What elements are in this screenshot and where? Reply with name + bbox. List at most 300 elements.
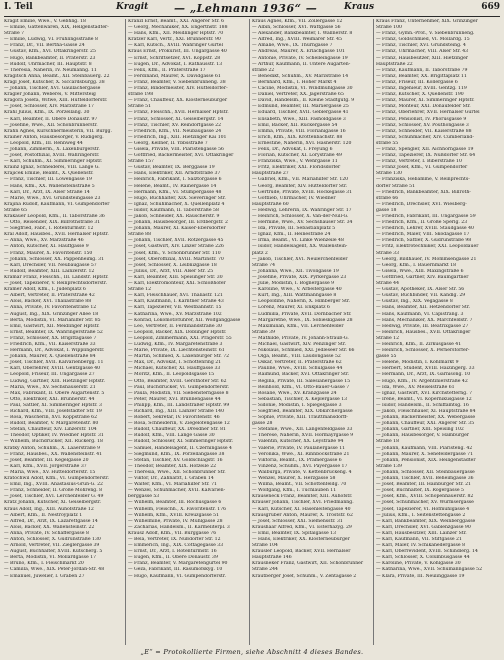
directory-entry-line: Kraus Agnes, Kfm., VII. Zollergasse 12 bbox=[252, 19, 343, 24]
directory-entry-line: — Alexander, Bankbeamter, I. Wallnerstr. 8 bbox=[252, 31, 353, 37]
directory-entry-line: — Josef, Oberoffizial, XVIII. Martinstr. 70 bbox=[128, 256, 224, 262]
directory-entry-line: Kranzl Ernst, Beamt., XXI. Angerer Str. 6 bbox=[128, 19, 225, 24]
directory-entry-line: Krauseneck Franz, Beamter, XIII. Auhofstr. bbox=[252, 494, 353, 500]
page-number: 669 bbox=[481, 2, 500, 12]
directory-entry-line: — Ignaz, Schuhmacher, X. Quellenplatz 4 bbox=[128, 201, 225, 207]
directory-entry-line: Straße 157 bbox=[128, 159, 154, 165]
directory-entry-line: — Wolfgang, Kfm., I. Tuchlauben 11 bbox=[252, 488, 337, 494]
directory-entry-line: — Theodor, Optiker, IV. Wiedner Hptstr. 31 bbox=[4, 433, 104, 439]
directory-entry-line: — Jakob, Tischler, XVI. Neulerchenfelder bbox=[252, 256, 348, 262]
page-header bbox=[4, 2, 500, 16]
page-footer: „E“ = Protokollierte Firmen, siehe Abschnitt 4 dieses Bandes. bbox=[140, 648, 364, 656]
directory-entry-line: — Stefan, Chauffeur, XIV. Linzerstr. 104 bbox=[4, 427, 97, 433]
directory-entry-line: — Richard, Ing., XIII. Lainzer Straße 140 bbox=[128, 409, 224, 414]
directory-entry-line: — Hans, Elektriker, XX. Klosterneuburger bbox=[252, 536, 350, 542]
directory-entry-line: — Karl, Kaufmann, I. Kärntner Straße 43 bbox=[128, 299, 224, 305]
directory-entry-line: — Ludwig, Gärtner, XIII. Hietzinger Hptstr. bbox=[4, 378, 105, 384]
directory-entry-line: — Ernst, Beamter, IX. Währingerstraße 52 bbox=[4, 329, 103, 335]
directory-entry-line: — Max, Fabrikant, II. Obere Augartenstr. 5 bbox=[4, 390, 105, 396]
directory-entry-line: — Theodor, Beamter, XIX. Hofzeile 22 bbox=[128, 463, 217, 469]
directory-entry-line: — Leopold, Zimmermann, XXI. Pragerstr. 55 bbox=[128, 335, 232, 341]
directory-entry-line: — Nikolaus, Schmied, XXI. Jedleseer Str. 66 bbox=[252, 348, 355, 354]
directory-entry-line: — Franz, Hausbesitzer, XIII. Hietzinger bbox=[376, 55, 468, 61]
directory-entry-line: — Bruno, Kfm., I. Fleischmarkt 20 bbox=[4, 561, 84, 567]
directory-entry-line: — Johann, Kaufmann, VIII. Piaristeng. 42 bbox=[376, 445, 473, 451]
directory-entry-line: — Otto, Beamter, XVIII. Gersthofer Str. 62 bbox=[128, 378, 227, 384]
directory-entry-line: — Gottfried, Bäckermeister, XVI. Ottakringer bbox=[128, 153, 234, 159]
directory-entry-line: Kratzer Karl, Vertr., XXI. Brünnerstr. 90 bbox=[128, 37, 221, 43]
directory-entry-line: — Emil, Gastwirt, XII. Meidlinger Hptstr. bbox=[4, 323, 100, 329]
directory-entry-line: — Heinrich, Hausbes., XVII. Ottakringer bbox=[376, 329, 471, 335]
directory-entry-line: — Johanna, Wwe., XII. Tivoligasse 19 bbox=[252, 268, 339, 274]
directory-entry-line: — Friedrich, Ing., XIII. Hietzinger Kai 101 bbox=[128, 134, 227, 140]
directory-entry-line: — Karl, Kfm., XVII. Jörgerstraße 37 bbox=[4, 463, 87, 469]
directory-entry-line: straße 66 bbox=[376, 195, 399, 201]
directory-entry-line: — Josef, Kfm., XVIII. Schopenhauerstr. 82 bbox=[376, 494, 474, 500]
left-guide-word: Kragit bbox=[116, 2, 149, 12]
directory-entry-line: — Sophie, Private, XIII. Trauttmansdorff- bbox=[252, 415, 348, 421]
directory-entry-line: — Hugo, Kfm., IV. Argentinierstraße 42 bbox=[376, 378, 468, 384]
directory-entry-line: — Heinrich, Fabrikant, I. Salztorgasse 6 bbox=[128, 177, 222, 183]
directory-entry-line: — Georg, Mechaniker, XX. Engerthstr. 188 bbox=[128, 25, 228, 31]
directory-entry-line: — Josef, Postoffizial, XVIII. Währingerstr. bbox=[4, 153, 100, 159]
directory-entry-line: — Johann, Hausbesorger, III. Erdbergstr. 2 bbox=[128, 220, 228, 226]
directory-entry-line: — Arthur, Kaufmann, II. Untere Augarten- bbox=[252, 61, 351, 67]
directory-entry-line: — Josef, Tapezierer, V. Reinprechtsdorferstr. bbox=[4, 281, 107, 287]
directory-entry-line: — Gustav, Beamter, IX. Berggasse 19 bbox=[128, 165, 215, 171]
directory-entry-line: — Heinrich, Schlosser, X. Pernerstorfer- bbox=[376, 348, 470, 354]
directory-entry-line: — Franz, Kaufmann, II. Taborstraße 79 bbox=[376, 67, 468, 73]
directory-entry-line: — Anton, Kutscher, XI. Hauffgasse 9 bbox=[4, 244, 89, 250]
directory-entry-line: Kral Adolf, Hausbes., XVII. Hernalser Hptstr. bbox=[4, 232, 109, 238]
directory-entry-line: — Ernst, Schriftsetzer, XVI. Koppstr. 28 bbox=[128, 55, 221, 61]
directory-entry-line: — Karl, Kutscher, XI. Hasenleitengasse 40 bbox=[252, 506, 351, 512]
directory-entry-line: — Karl, Dr., Arzt, IX. Alser Straße 14 bbox=[4, 189, 90, 195]
directory-entry-line: — Siegfried, Fabr., I. Rotenturmstr. 12 bbox=[4, 226, 94, 232]
directory-entry-line: — Karl, Beamter, XIII. Speisinger Str. 30 bbox=[128, 274, 223, 280]
directory-entry-line: — Johann, Pensionist, XIX. Heiligenstädter bbox=[376, 457, 476, 463]
directory-entry-line: — Ignaz, Gastwirt, XVI. Kirchstetterng. 7 bbox=[376, 390, 473, 396]
directory-entry-line: — Camilla, Wwe., XIX. Peter-Jordan-Str. 48 bbox=[4, 567, 105, 573]
directory-entry-line: — Leopold, Kfm., III. Rennweg 44 bbox=[4, 140, 83, 146]
directory-entry-line: — Emil, Bäcker, XII. Ruckergasse 54 bbox=[252, 122, 338, 128]
directory-entry-line: — Franz, Bindermeister, XIV. Hütteldorfer- bbox=[128, 86, 228, 92]
directory-entry-line: Straße 12 bbox=[376, 335, 400, 341]
directory-entry-line: — Erich, Kfm., XIX. Krottenbachstr. 88 bbox=[252, 134, 343, 140]
directory-entry-line: — Franz, Oberlehrer, XVII. Hernalser Gürtel bbox=[376, 110, 480, 116]
directory-entry-line: — Gottlieb, Uhrmacher, IV. Wiedner bbox=[252, 195, 336, 201]
directory-entry-line: — Leopold, Friseur, III. Ungargasse 27 bbox=[4, 372, 95, 378]
directory-entry-line: — Franz, Pensionist, IV. Phorusgasse 9 bbox=[376, 116, 467, 122]
directory-entry-line: — Josef, Tischler, XVII. Kalvarienbergg. 11 bbox=[4, 360, 104, 366]
directory-entry-line: — Karl, Beamter, II. Obere Donaustr. 97 bbox=[4, 116, 98, 122]
directory-entry-line: — Emil, Ing., XVIII. Anastasius-Grün-G. 22 bbox=[4, 482, 103, 488]
directory-entry-line: — Franz, Maurer, X. Favoritenstr. 150 bbox=[4, 250, 93, 256]
directory-entry-line: — Felix, Dr., Advokat, I. Freyung 6 bbox=[252, 146, 333, 152]
directory-entry-line: — Josef, Beamter, III. Hainburger Str. 21 bbox=[376, 482, 471, 488]
directory-entry-line: — Franz Josef, Kfm., VI. Gumpendorfer bbox=[376, 165, 468, 171]
header-rule bbox=[4, 16, 500, 17]
directory-entry-line: — Therese, Näherin, XVII. Hormayrgasse 9 bbox=[252, 433, 354, 439]
directory-entry-line: — Georg, Kellner, II. Ybbsstraße 7 bbox=[128, 140, 208, 146]
directory-entry-line: — Rudolf, Uhrmacher, III. Hauptstr. 8 bbox=[4, 61, 92, 67]
directory-entry-line: — Klara, Private, III. Neulinggasse 19 bbox=[376, 573, 465, 579]
directory-entry-line: — Franz, Beamter, XX. Brigittaplatz 11 bbox=[376, 73, 467, 79]
directory-entry-line: — Rudolf, Beamter, XIII. Lainzerstr. 12 bbox=[4, 268, 95, 274]
directory-entry-line: — Franz, Tischler, XV. Reindorfgasse 22 bbox=[128, 122, 222, 128]
directory-entry-line: — Karoline, Wwe., V. Arbeitergasse 40 bbox=[252, 287, 342, 293]
directory-entry-line: — Elisabeth, Wwe., XIII. Fasholdgasse 3 bbox=[252, 116, 346, 122]
directory-entry-line: — Franz, Chauffeur, XX. Klosterneuburger bbox=[128, 98, 228, 104]
directory-entry-line: — Friedrich, Kfm., II. Große Sperlg. 23 bbox=[376, 220, 468, 226]
directory-entry-line: — Friedrich, Drechsler, XVI. Wiesberg- bbox=[376, 201, 467, 207]
directory-entry-line: Kratky Anton, Schuhm., X. Laaerstraße 9 bbox=[4, 445, 101, 451]
directory-entry-line: — Maximilian, Kfm., VII. Lerchenfelder bbox=[252, 323, 344, 329]
directory-entry-line: — Hans, Mechaniker, XX. Marchfeldstr. 7 bbox=[376, 317, 473, 323]
directory-entry-line: Straße 88 bbox=[128, 232, 152, 238]
directory-entry-line: — Siegfried, Beamter, XIX. Obkirchergasse bbox=[252, 409, 353, 414]
directory-entry-line: — Stefan, Tischler, XV. Goldschlagstr. 16 bbox=[128, 457, 223, 463]
directory-entry-line: — Josef, Buchhalter, IX. Rögergasse 5 bbox=[376, 488, 464, 494]
directory-entry-line: — Cäcilie, Modistin, VI. Windmühlgasse 30 bbox=[252, 86, 353, 92]
directory-entry-line: — Ernst, Dr., Arzt, I. Rotenturmstr. 16 bbox=[128, 549, 217, 555]
directory-entry-line: Straße 104 bbox=[252, 543, 278, 549]
directory-entry-line: — Gabriel, Kfm., VII. Mariahilfer Str. 120 bbox=[252, 177, 349, 183]
column-divider bbox=[249, 19, 250, 645]
right-guide-word: Kraus bbox=[344, 2, 375, 12]
directory-entry-line: — Josefine, Private, XIX. Pyrkergasse 23 bbox=[252, 274, 347, 280]
directory-entry-line: — Walter, Kfm., VI. Mariahilfer Str. 71 bbox=[128, 482, 217, 488]
directory-entry-line: — Anton, Schlosser, X. Gudrunstraße 130 bbox=[4, 536, 101, 542]
directory-entry-line: — Isidor, Kaufmann, II. Taborstraße 58 bbox=[128, 207, 219, 213]
directory-entry-line: Kraus Ernst, Prokurist, III. Ungargasse 40 bbox=[128, 49, 227, 55]
directory-entry-line: — Eugen, Dr., Advokat, I. Rathausstr. 13 bbox=[128, 61, 223, 67]
directory-entry-line: Krautberger Josef, Schuhm., V. Zentagasse 2 bbox=[252, 573, 357, 579]
directory-entry-line: — Max, Dr., Advokat, I. Schottenring 21 bbox=[128, 360, 222, 366]
directory-entry-line: — Viktor, Dr., Zahnarzt, I. Graben 14 bbox=[128, 476, 214, 482]
directory-entry-line: — Alfred, Dr., Arzt, IX. Lazarettgasse 14 bbox=[4, 518, 98, 524]
directory-entry-line: — Josef, Tapezierer, VI. Hofmühlgasse 4 bbox=[376, 506, 470, 512]
directory-entry-line: — Karl, Tapezierer, VII. Westbahnstr. 15 bbox=[128, 305, 222, 311]
directory-entry-line: platz 2 bbox=[252, 250, 268, 256]
directory-entry-line: Kragler Johann, Weberei, V. Mittersteig bbox=[4, 92, 96, 98]
directory-entry-line: — Martin, Schmied, X. Laxenburger Str. 72 bbox=[128, 354, 230, 360]
directory-entry-line: — Siegmund, Kfm., IX. Porzellangasse 38 bbox=[128, 451, 225, 457]
directory-entry-line: Hauptstraße 146 bbox=[252, 555, 292, 561]
directory-entry-line: Kragora Josefa, Witwe, XIII. Hütteldorferstr. bbox=[4, 98, 108, 104]
directory-entry-line: — Johann, Maurer, X. Quellenstraße 84 bbox=[4, 354, 96, 360]
directory-entry-line: — Gustav, Kfm., XVI. Ottakringerstr. 25 bbox=[4, 49, 96, 55]
directory-entry-line: — Michael, Kutscher, XI. Hauffgasse 33 bbox=[128, 366, 221, 372]
directory-entry-line: — Marie, Wwe., XVI. Grundsteingasse 23 bbox=[4, 195, 101, 201]
directory-entry-line: — Raimund, Bäcker, XVI. Ottakringer Str. bbox=[252, 372, 350, 378]
directory-entry-line: — Leopoldine, Näherin, X. Himberger Str. bbox=[252, 299, 351, 305]
directory-entry-line: — Amalie, Wwe., IX. Thurngasse 7 bbox=[252, 43, 333, 49]
part-label: I. Teil bbox=[4, 2, 33, 12]
directory-entry-line: Krausz Adolf, Kfm., VII. Burggasse 76 bbox=[128, 530, 217, 536]
directory-entry-line: — Irma, Beamt., VI. Linke Wienzeile 48 bbox=[252, 238, 344, 244]
directory-entry-line: Straße 33 bbox=[376, 250, 400, 256]
directory-entry-line: — Julius, Kfm., I. Seitenstettengasse 2 bbox=[376, 512, 466, 518]
directory-entry-line: — Albert, Vertreter, II. Praterstraße 42 bbox=[4, 293, 95, 299]
directory-entry-line: — Isidor, Handelsm., II. Schiffamtsg. 16 bbox=[376, 402, 469, 408]
directory-entry-line: Kraus Adolf, Ing., XIII. Auhofstraße 12 bbox=[4, 506, 94, 512]
directory-entry-line: — Heinrich, Kfm., II. Zirkusgasse 41 bbox=[376, 341, 462, 347]
directory-entry-line: Krausgruber Anton, Maurer, X. Troststr. 62 bbox=[252, 512, 353, 518]
directory-entry-line: gasse 18 bbox=[376, 207, 397, 213]
directory-entry-line: — Ferdinand, Maurer, X. Davidgasse 61 bbox=[128, 73, 221, 79]
directory-entry-line: — Friedrich, Kfm., VII. Kaiserstraße 33 bbox=[4, 341, 96, 347]
directory-entry-line: — Leopold, Bäcker, XIX. Döblinger Hptstr. bbox=[128, 329, 227, 335]
directory-entry-line: — Anna, Wwe., XV. Märzstraße 46 bbox=[4, 238, 84, 244]
directory-entry-line: Krakauer Leopold, Kfm., II. Taborstraße 36 bbox=[4, 214, 105, 219]
directory-entry-line: — Franz, Uhrmacher, VIII. Alser Str. 43 bbox=[376, 49, 469, 55]
directory-entry-line: — Johann, Tischler, XVII. Beheimgasse 36 bbox=[376, 476, 474, 482]
directory-entry-line: — Karl, Fleischhauer, XVI. Thaliastr. 121 bbox=[128, 293, 223, 299]
directory-entry-line: — Julie, Modistin, I. Bognergasse 9 bbox=[252, 281, 335, 287]
directory-entry-line: — Hermann, Kfm., VI. Stumpergasse 48 bbox=[128, 189, 222, 195]
directory-entry-line: — Wilhelm, Fleischh., X. Favoritenstr. 176 bbox=[128, 506, 227, 512]
directory-entry-line: — Alfred, Ing., XVIII. Weimarer Str. 45 bbox=[252, 37, 343, 43]
directory-entry-line: — Karl, Kutsch., XVIII. Währinger Gürtel bbox=[128, 43, 223, 49]
directory-entry-line: — Emilie, Ludwig, VI. Frühlingsstraße 8 bbox=[4, 37, 98, 43]
directory-entry-line: — Georg, Kfm., I. Bauernmarkt 18 bbox=[376, 262, 457, 268]
directory-entry-line: — Josef, Schlosser, XIV. Märzstraße 17 bbox=[4, 104, 94, 110]
directory-entry-line: — Franz, Kutscher, X. Quellenstr. 190 bbox=[376, 92, 464, 98]
directory-entry-line: — Julius, Dr., Arzt, VIII. Alser Str. 25 bbox=[128, 268, 214, 274]
directory-entry-line: — Gottfried, Gärtner, XIV. Baumgartner bbox=[376, 274, 469, 280]
directory-entry-line: — Friedrich, Lehrer, XVIII. Staudgasse 40 bbox=[376, 226, 474, 232]
directory-entry-line: — Karl, Oberlehrer, XVIII. Gentzgasse 40 bbox=[4, 366, 101, 372]
directory-entry-line: Krajina Rudolf, Kaufmann, VI. Gumpendorfer bbox=[4, 201, 110, 207]
column-3 bbox=[252, 19, 370, 645]
directory-entry-line: — Hermann, Dr., Advokat, I. Wipplingerstr. bbox=[4, 348, 105, 354]
directory-entry-line: — Eugen, Kfm., II. Obere Donaustr. 39 bbox=[128, 555, 218, 561]
directory-entry-line: Kramer Adolf, Kfm., I. Judenplatz 6 bbox=[4, 287, 86, 293]
directory-entry-line: — Otto, Elektriker, XXI. Brünnerstr. 44 bbox=[4, 396, 95, 402]
directory-entry-line: — Gustav, Buchbinder, VII. Kandlg. 29 bbox=[376, 293, 466, 299]
directory-entry-line: — Paul, Buchdrucker, VI. Gumpendorferstr. bbox=[128, 384, 230, 390]
directory-entry-line: — Franz, Monteur, XXI. Donaufelder Str. bbox=[376, 104, 471, 110]
directory-entry-line: — Antonie, Private, IV. Schelleingasse 19 bbox=[252, 55, 348, 61]
directory-entry-line: straße 22 bbox=[252, 67, 275, 73]
directory-entry-line: Straße 39 bbox=[252, 329, 276, 335]
column-4 bbox=[376, 19, 500, 645]
directory-entry-line: — Rosalie, Wwe., XV. Kranzgasse 24 bbox=[252, 390, 337, 396]
directory-entry-line: — Rudolf, Beamter, V. Margaretenstr. 80 bbox=[4, 421, 99, 427]
directory-entry-line: — Rosa, Wäscherin, XVI. Koppstraße 62 bbox=[4, 415, 98, 421]
directory-entry-line: — Berta, Modistin, VI. Mariahilfer Str. 85 bbox=[4, 317, 101, 323]
directory-entry-line: — Franz, Schneider, II. Große Mohreng. 8 bbox=[4, 488, 103, 494]
directory-entry-line: Straße 65 bbox=[4, 207, 28, 213]
directory-entry-line: — Peter, Maurer, XVI. Brunnengasse 44 bbox=[128, 396, 221, 402]
directory-entry-line: — Emil, Beamter, IX. Spitalgasse 13 bbox=[252, 530, 337, 536]
directory-entry-line: Straße 44 bbox=[376, 281, 400, 287]
directory-entry-line: Krainz Ignaz, Schneiderei, VIII. Lange G. bbox=[4, 165, 100, 171]
directory-entry-line: — Hugo, Kaufmann, VI. Gumpendorferstr. bbox=[128, 573, 226, 579]
directory-entry-line: Krahl Julius, Kfm., IX. Porzellang. 30 bbox=[4, 110, 90, 116]
directory-entry-line: — Franz, Gymn.-Prof., V. Siebenbrunneng. bbox=[376, 31, 475, 37]
directory-entry-line: — Hedwig, Lehrerin, IX. Währinger Str. 17 bbox=[252, 207, 352, 213]
directory-entry-line: Krausneker Franz, Gastwirt, XII. Schönbrunner bbox=[252, 561, 364, 567]
directory-entry-line: — Franz, Schuhmacher, XIV. Cumberland- bbox=[376, 134, 474, 140]
directory-entry-line: — Richard, Kfm., VIII. Josefstädter Str. 19 bbox=[4, 409, 102, 414]
directory-entry-line: — Friedrich, Kfm., VII. Neubaugasse 24 bbox=[128, 128, 222, 134]
directory-entry-line: — Emmerich, Ing., XIX. Cottagegasse 33 bbox=[128, 543, 224, 549]
directory-entry-line: — Otto, Reisender, XIX. Billrothstraße 31 bbox=[4, 220, 101, 226]
directory-entry-line: — Marie, Private, IX. Liechtensteinstr. 61 bbox=[128, 348, 225, 354]
directory-entry-line: — Heinrich, Schlosser, X. Van-der-Nüll-G. bbox=[252, 214, 349, 219]
directory-entry-line: — Franz, Schlosser, XV. Pouthongasse 3 bbox=[376, 122, 469, 128]
directory-entry-line: — Helene, Beamt., IV. Rainergasse 14 bbox=[128, 183, 217, 189]
column-1 bbox=[4, 19, 122, 645]
directory-entry-line: — Gustav, Ing., XIX. Vegagasse 8 bbox=[376, 299, 453, 305]
directory-entry-line: — Paul, Sattler, XI. Simmeringer Hptstr. 3 bbox=[4, 402, 102, 408]
directory-entry-line: Straße 51 bbox=[128, 104, 152, 110]
directory-entry-line: — Hugo, Buchhalter, XIX. Sieveringer Str. bbox=[128, 195, 226, 201]
directory-entry-line: — Hans, Kfm., XII. Meidlinger Hptstr. 70 bbox=[128, 31, 224, 37]
directory-entry-line: — Maria, Wwe., XV. Hütteldorferstr. 15 bbox=[4, 469, 96, 475]
directory-entry-line: — Arnold, Vertreter, VII. Zieglergasse 39 bbox=[4, 543, 100, 549]
directory-entry-line: — Franz, Beamter, V. Margaretengürtel 90 bbox=[128, 561, 228, 567]
directory-entry-line: Kratz Johann, Kutscher, XI. Geiselbergstr. bbox=[4, 500, 102, 506]
directory-entry-line: — Margarethe, Wwe., IX. Sobieskigasse 28 bbox=[252, 317, 353, 323]
directory-entry-line: — Georg, Bildhauer, IV. Mommsengasse 21 bbox=[376, 256, 477, 262]
directory-entry-line: — Karl, Schuhm., XI. Simmeringer Hptstr. bbox=[4, 159, 103, 165]
directory-entry-line: Straße 139 bbox=[376, 463, 402, 469]
directory-entry-line: Kragitsch Anna, Beamt., XII. Steinbauerg. 22 bbox=[4, 73, 110, 79]
directory-entry-line: — Oskar, Vertreter, II. Praterstraße 62 bbox=[252, 360, 342, 366]
directory-entry-line: — Friedrich, Bankbeamter, XIX. Billroth- bbox=[376, 189, 471, 195]
directory-entry-line: Krahn Agnes, Kürschnermeisterin, VII. Burgg. bbox=[4, 128, 112, 134]
directory-entry-line: — Walburga, Private, V. Kettenbrückeng. 4 bbox=[252, 469, 352, 475]
directory-entry-line: — Anna, Private, IV. Schäffergasse 8 bbox=[4, 530, 89, 536]
directory-entry-line: — Irene, Beamt., VI. Kopernikusgasse 12 bbox=[376, 396, 472, 402]
directory-entry-line: — Helene, Modistin, I. Kohlmarkt 9 bbox=[376, 360, 459, 366]
directory-entry-line: gasse 28 bbox=[252, 421, 273, 427]
directory-entry-line: — Stefanie, Wwe., XII. Längenfeldgasse 33 bbox=[252, 427, 353, 433]
directory-entry-line: — Franz, Maurer, XI. Simmeringer Hptstr. bbox=[376, 98, 475, 104]
directory-entry-line: — Karl, Bankbeamter, XIX. Weinberggasse bbox=[376, 518, 476, 524]
directory-entry-line: — Wenzel, Schuhmacher, XVII. Kalvarien- bbox=[128, 488, 226, 494]
directory-entry-line: — Samuel, Handelsagent, II. Czerningasse 4 bbox=[128, 445, 232, 451]
directory-entry-line: — Eduard, Tischler, XVII. Geblergasse 41 bbox=[252, 110, 349, 116]
directory-entry-line: Straße 100 bbox=[376, 25, 402, 31]
directory-entry-line: Kratochwil Adolf, Kfm., VI. Gumpendorferstr. bbox=[4, 476, 110, 482]
directory-entry-line: — Josef, Gastwirt, XIV. Linzer Straße 226 bbox=[128, 244, 224, 250]
directory-entry-line: — Regina, Private, III. Salesianergasse 15 bbox=[252, 378, 351, 384]
directory-entry-line: — Hans, Kaufmann, VI. Capistrang. 3 bbox=[376, 311, 464, 317]
directory-entry-line: — Rudolf, Kfm., VIII. Lange Gasse 30 bbox=[128, 433, 215, 439]
directory-entry-line: — Gustav, Apotheker, IX. Alser Str. 56 bbox=[376, 287, 465, 293]
directory-entry-line: Kraus Franz, Unternehmer, XIX. Grinzinger bbox=[376, 19, 478, 24]
directory-entry-line: — Sidonie, Modistin, I. Spiegelgasse 3 bbox=[252, 402, 342, 408]
directory-entry-line: — Josef, Schlosser, X. Leibnizgasse 18 bbox=[128, 262, 217, 268]
directory-entry-line: Straße 74 bbox=[252, 262, 276, 268]
directory-entry-line: — Emanuel, Juwelier, I. Graben 27 bbox=[4, 573, 85, 579]
directory-entry-line: — Franz, Friseur, III. Kollergasse 6 bbox=[376, 79, 458, 85]
directory-entry-line: — Albin, Schlosser, XVI. Wattgasse 56 bbox=[252, 25, 341, 31]
directory-entry-line: — August, Buchhalter, XVIII. Kutscherg. 5 bbox=[4, 549, 103, 555]
directory-entry-line: berggasse 53 bbox=[128, 494, 160, 500]
directory-entry-line: Hauptstraße 22 bbox=[376, 61, 413, 67]
directory-entry-line: — Robert, Sekretär, IV. Favoritenstr. 46 bbox=[128, 415, 220, 421]
directory-entry-line: — Wenzel, Maurer, X. Herzgasse 58 bbox=[252, 476, 336, 482]
directory-entry-line: — Olga, Beamt., VIII. Laudongasse 52 bbox=[252, 354, 341, 360]
directory-entry-line: — Valentin, Kutscher, XX. Leystraße 94 bbox=[252, 439, 344, 445]
directory-entry-line: — Josef, Tischler, XVI. Lerchenfelder G. 49 bbox=[4, 494, 104, 500]
directory-entry-line: — Sebastian, Tischler, X. Keplergasse 13 bbox=[252, 396, 348, 402]
directory-entry-line: — Alois, Bäcker, XVI. Thaliastraße 88 bbox=[4, 299, 92, 305]
directory-entry-line: — Hans, Beamter, XII. Hetzendorfer Str. bbox=[376, 305, 471, 311]
directory-entry-line: — Franz, Goldschmied, VI. Mollardg. 15 bbox=[376, 37, 470, 43]
directory-entry-line: — Valerie, Private, IV. Paulanergasse 11 bbox=[252, 445, 346, 451]
directory-entry-line: — Johann, Maurer, XI. Kaiser-Ebersdorfer bbox=[128, 226, 226, 232]
directory-entry-line: — Ludmilla, Private, XVII. Dornbacher Str. bbox=[252, 311, 352, 317]
directory-entry-line: — Josef, Schlosser, XXI. Siemensstr. 31 bbox=[252, 518, 343, 524]
directory-entry-line: — Franz, Tischler, XVI. Grundsteing. 4 bbox=[376, 43, 466, 49]
directory-entry-line: — Viktoria, Beamt., IX. Pramergasse 6 bbox=[252, 457, 342, 463]
directory-entry-line: — Franz, Schlosser, XI. Geiselbergstr. 14 bbox=[128, 116, 224, 122]
directory-entry-line: — Karl, Hausbesitzer, XIII. Lainzer Str. bbox=[376, 530, 467, 536]
publication-title: — „Lehmann 1936“ — bbox=[174, 2, 318, 15]
directory-entry-line: — Ida, Wwe., XV. Meiselstraße 61 bbox=[376, 384, 455, 390]
directory-entry-line: — Ernestine, Näherin, XVI. Hasnerstr. 120 bbox=[252, 140, 352, 146]
directory-entry-line: Straße 7 bbox=[4, 31, 25, 37]
directory-entry-line: — Herbert, Student, XVIII. Haizingerg. 33 bbox=[376, 366, 475, 372]
directory-entry-line: — Franz, Schlosser, XX. Brigittagasse 7 bbox=[4, 335, 97, 341]
directory-entry-line: — Wilma, Beamt., VII. Schottenfeldg. 70 bbox=[252, 482, 347, 488]
directory-entry-line: — Zacharias, Handelsm., II. Karmeliterpl. 3 bbox=[128, 524, 230, 530]
directory-entry-line: straße 55 bbox=[376, 140, 399, 146]
directory-entry-line: Kragit Emilie, Wwe., V. Gebhlig. 18 bbox=[4, 19, 86, 24]
directory-entry-line: — Gisela, Private, VIII. Piaristengasse 56 bbox=[128, 146, 224, 152]
directory-entry-line: Krajicek Emilie, Beamt., X. Quellenstr. bbox=[4, 171, 94, 177]
directory-entry-line: — Karl, Drechsler, VII. Neubaugasse 57 bbox=[4, 262, 97, 268]
directory-entry-line: — Ida, Private, III. Sebastianplatz 5 bbox=[252, 226, 336, 232]
directory-entry-line: — Ludwig, Kfm., IV. Margaretenstraße 3 bbox=[128, 341, 223, 347]
directory-entry-line: — Maria, Wwe., XV. Sechshauserstr. 21 bbox=[4, 384, 96, 390]
directory-entry-line: — Franziska, Wwe., V. Wehrgasse 11 bbox=[252, 159, 338, 165]
directory-entry-line: — Felix, Kfm., II. Praterstraße 17 bbox=[128, 67, 206, 73]
directory-entry-line: — Isidor, Handelsagent, XX. Wallenstein- bbox=[252, 244, 348, 250]
directory-entry-line: — Johann, Gärtner, XIII. Speising 102 bbox=[376, 427, 464, 433]
directory-entry-line: — Theresia, Wwe., XII. Schönbrunner Str. bbox=[128, 469, 226, 475]
directory-entry-line: — Mathilde, Private, IV. Johann-Strauß-G. bbox=[252, 335, 349, 341]
directory-entry-line: — Karoline, Private, V. Kohlgasse 30 bbox=[376, 561, 461, 567]
column-2 bbox=[128, 19, 246, 645]
directory-entry-line: — Franz, Fleischh., XVII. Hernalser Hptstr. bbox=[128, 110, 229, 116]
directory-entry-line: — Friedrich, Fabrikant, III. Ungargasse 59 bbox=[376, 214, 476, 219]
directory-entry-line: — Franz, Vertreter, I. Biberstraße 10 bbox=[376, 159, 462, 165]
directory-entry-line: — Anna, Private, IV. Favoritenstraße 12 bbox=[4, 305, 97, 311]
directory-entry-line: — Johann, Chauffeur, XXI. Angerer Str. 35 bbox=[376, 421, 475, 427]
directory-entry-line: — Jakob, Fleischhauer, XI. Hauptstraße 84 bbox=[376, 409, 476, 414]
directory-entry-line: — Theresia, Näherin, IV. Neumanng. 11 bbox=[4, 67, 97, 73]
directory-entry-line: — Emilie, Gattenwaren, XIX, Hellgenstädter- bbox=[4, 25, 109, 31]
directory-entry-line: Krauser Johann, Tischler, XVI. Friedmanng. bbox=[252, 500, 354, 506]
directory-entry-line: — Paula, Modistin, VII. Siebensterngasse 8 bbox=[128, 390, 229, 396]
directory-entry-line: — Katharina, Wwe., XVII. Schumanngasse 52 bbox=[376, 567, 483, 573]
directory-entry-line: Kramar Franz, Fleischh., III. Landstr. Hptstr. bbox=[4, 274, 109, 280]
directory-entry-line: — Konrad, Lokomotivführer, XII. Wolfganggasse bbox=[128, 317, 241, 323]
directory-entry-line: — Hans, Kfm., XX. Wallensteinstraße 5 bbox=[4, 183, 95, 189]
directory-entry-line: — Katharina, Wwe., XV. Märzstraße 102 bbox=[128, 311, 222, 317]
directory-entry-line: — Franz, Tischler, III. Löwengasse 19 bbox=[4, 177, 92, 183]
directory-entry-line: — Josef, Kfm., V. Schönbrunner Str. 110 bbox=[128, 250, 221, 256]
directory-entry-line: — Wilhelm, Buchdrucker, XII. Ruckerg. 18 bbox=[4, 439, 103, 445]
directory-entry-line: — Florian, Kutscher, XI. Lorystraße 49 bbox=[252, 153, 342, 159]
